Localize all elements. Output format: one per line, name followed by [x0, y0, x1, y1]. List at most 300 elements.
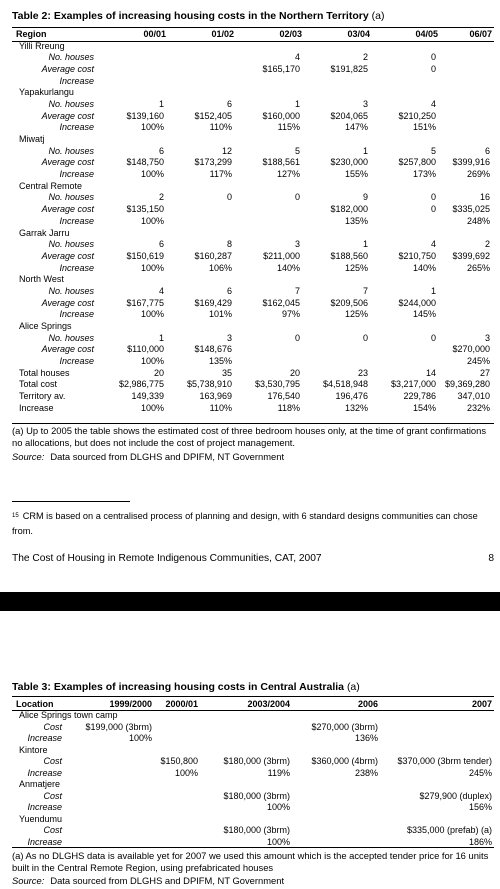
- table2-cell: 100%: [140, 402, 164, 413]
- table2-cell: 0: [430, 63, 436, 74]
- table2-cell: $3,217,000: [390, 379, 436, 390]
- table2-cell: 23: [357, 367, 368, 378]
- table3-column-header: Location: [16, 698, 54, 709]
- table3-bottom-rule: [12, 847, 494, 848]
- table2-cell: [236, 320, 304, 332]
- table2-cell: 229,786: [403, 391, 436, 402]
- table3-cell: [154, 721, 200, 733]
- table2-bottom-rule: [12, 423, 494, 424]
- table3-cell: $150,800: [160, 756, 198, 767]
- table3-cell: [68, 813, 154, 825]
- table2-cell: [372, 320, 440, 332]
- table2-row: [12, 355, 494, 367]
- table2-cell: 0: [362, 332, 368, 343]
- table2-cell: [168, 203, 236, 215]
- table3-cell: [380, 744, 494, 756]
- table3-cell: 245%: [468, 767, 492, 778]
- table2-cell: 125%: [344, 309, 368, 320]
- table2-cell: $2,986,775: [118, 379, 164, 390]
- table2-cell: 149,339: [131, 391, 164, 402]
- table3-cell: $370,000 (3brm tender): [397, 756, 492, 767]
- table3-top-rule: [12, 696, 494, 697]
- table2-cell: $191,825: [330, 63, 368, 74]
- table3-row: [12, 756, 494, 768]
- table2-cell: $110,000: [127, 344, 164, 355]
- table2-cell: [372, 86, 440, 98]
- table2-cell: [100, 273, 168, 285]
- table3-cell: [380, 779, 494, 791]
- table3-cell: [68, 779, 154, 791]
- table2-column-header: Region: [16, 28, 47, 39]
- table2-cell: [372, 227, 440, 239]
- table3-source-text: Data sourced from DLGHS and DPIFM, NT Government: [50, 875, 285, 886]
- table2-cell: 154%: [412, 402, 436, 413]
- table2-cell: [168, 180, 236, 192]
- table2-cell: 14: [425, 367, 436, 378]
- table2-cell: $148,750: [126, 157, 164, 168]
- table2-cell: [304, 180, 372, 192]
- table2-cell: 3: [226, 332, 232, 343]
- table3-row: [12, 813, 494, 825]
- table2-source: [12, 451, 284, 462]
- table2-row: [12, 145, 494, 157]
- table2-group-label: Miwatj: [19, 134, 45, 145]
- table2-row-label: Average cost: [41, 204, 94, 215]
- table3-cell: [380, 721, 494, 733]
- table2-note: (a) Up to 2005 the table shows the estimated cost of three bedroom houses only, at the time of grant confirmations no allocations, but does not include the cost of project management.: [12, 425, 487, 448]
- table2-row-label: Total houses: [19, 367, 70, 378]
- table2-cell: 4: [158, 285, 164, 296]
- table2-cell: $162,045: [262, 297, 300, 308]
- table2-cell: [168, 75, 236, 87]
- table2: [12, 28, 494, 414]
- table3-row-label: Cost: [43, 721, 62, 732]
- table2-cell: [440, 122, 494, 134]
- table2-cell: [372, 75, 440, 87]
- table2-row-label: Average cost: [41, 297, 94, 308]
- table2-cell: 20: [153, 367, 164, 378]
- table2-column-header: 00/01: [143, 28, 166, 39]
- table2-cell: 1: [430, 285, 436, 296]
- table2-cell: $210,750: [398, 250, 436, 261]
- table2-row-label: Territory av.: [19, 391, 66, 402]
- table2-row: [12, 273, 494, 285]
- table2-cell: [168, 320, 236, 332]
- table2-cell: $150,619: [126, 250, 164, 261]
- table3-cell: [292, 825, 380, 837]
- table3-cell: [154, 744, 200, 756]
- table2-cell: [236, 355, 304, 367]
- table2-cell: [304, 227, 372, 239]
- table2-source-label: Source:: [12, 451, 45, 462]
- table3-cell: [154, 802, 200, 814]
- table3-row-label: Increase: [27, 802, 62, 813]
- table2-cell: $182,000: [330, 204, 368, 215]
- table2-cell: 0: [430, 192, 436, 203]
- table2-cell: $3,530,795: [254, 379, 300, 390]
- table3-cell: [200, 710, 292, 722]
- table2-cell: [440, 273, 494, 285]
- table2-row-label: Increase: [59, 356, 94, 367]
- table2-row-label: No. houses: [48, 52, 94, 63]
- table2-cell: [168, 86, 236, 98]
- table2-cell: 245%: [466, 356, 490, 367]
- table3-cell: $360,000 (4brm): [311, 756, 378, 767]
- table2-cell: 1: [158, 332, 164, 343]
- table2-cell: [372, 273, 440, 285]
- table2-cell: $165,170: [262, 63, 300, 74]
- table2-cell: 4: [430, 239, 436, 250]
- table2-row: [12, 122, 494, 134]
- table2-cell: 16: [479, 192, 490, 203]
- table2-cell: [304, 355, 372, 367]
- table2-cell: [440, 110, 494, 122]
- footnote-marker: 15: [12, 513, 19, 519]
- table2-cell: $188,560: [330, 250, 368, 261]
- table2-cell: 173%: [412, 169, 436, 180]
- footnote-text: CRM is based on a centralised process of planning and design, with 6 standard designs communities can chose from.: [12, 511, 478, 536]
- table3-row: [12, 779, 494, 791]
- table2-cell: $399,916: [452, 157, 490, 168]
- table3-row: [12, 733, 494, 745]
- table3-cell: $199,000 (3brm): [85, 721, 152, 732]
- table2-caption: [12, 10, 384, 22]
- table3-cell: 136%: [354, 733, 378, 744]
- table2-cell: [372, 133, 440, 145]
- table2-cell: [100, 63, 168, 75]
- table2-cell: 0: [294, 332, 300, 343]
- table2-group-label: Yilli Rreung: [19, 40, 65, 51]
- table3-row: [12, 790, 494, 802]
- table2-cell: [440, 309, 494, 321]
- table2-row-label: Average cost: [41, 157, 94, 168]
- table2-cell: 100%: [140, 262, 164, 273]
- table2-cell: 27: [479, 367, 490, 378]
- table2-cell: 265%: [466, 262, 490, 273]
- table3-column-header: 2007: [471, 698, 492, 709]
- table2-row-label: Increase: [59, 262, 94, 273]
- table3-cell: [292, 802, 380, 814]
- table3-cell: [68, 744, 154, 756]
- table2-cell: 100%: [140, 309, 164, 320]
- table3-cell: [380, 813, 494, 825]
- footnote-rule: [12, 501, 130, 502]
- table2-cell: 115%: [277, 122, 300, 133]
- table2-cell: $399,692: [452, 250, 490, 261]
- table2-cell: [304, 75, 372, 87]
- table3-row: [12, 744, 494, 756]
- table2-cell: 145%: [412, 309, 436, 320]
- table2-cell: 0: [430, 204, 436, 215]
- table2-row: [12, 332, 494, 344]
- table2-header-rule: [12, 41, 494, 42]
- table3-cell: [68, 802, 154, 814]
- table2-group-label: Garrak Jarru: [19, 227, 70, 238]
- table2-cell: 248%: [466, 215, 490, 226]
- table2-cell: $160,000: [262, 110, 300, 121]
- table2-cell: $210,250: [398, 110, 436, 121]
- table3-cell: [68, 790, 154, 802]
- table3-cell: [154, 733, 200, 745]
- table2-cell: $257,800: [398, 157, 436, 168]
- table2-cell: [304, 133, 372, 145]
- table3-cell: 100%: [128, 733, 152, 744]
- table3-row-label: Cost: [43, 790, 62, 801]
- table3-cell: $180,000 (3brm): [223, 790, 290, 801]
- table3-row-label: Increase: [27, 836, 62, 847]
- table2-cell: [236, 203, 304, 215]
- table2-row-label: No. houses: [48, 332, 94, 343]
- table2-caption-suffix: (a): [371, 10, 385, 22]
- table2-cell: [100, 75, 168, 87]
- table3-cell: [200, 744, 292, 756]
- table2-cell: 6: [226, 285, 232, 296]
- table2-cell: 7: [362, 285, 368, 296]
- table2-row-label: Increase: [59, 169, 94, 180]
- table2-cell: $5,738,910: [186, 379, 232, 390]
- table2-group-label: Yapakurlangu: [19, 87, 74, 98]
- table2-row-label: No. houses: [48, 98, 94, 109]
- table2-cell: 100%: [140, 169, 164, 180]
- table3-cell: [292, 790, 380, 802]
- table2-row: [12, 168, 494, 180]
- table2-row-label: Average cost: [41, 250, 94, 261]
- table3-cell: 100%: [266, 802, 290, 813]
- table2-cell: 2: [158, 192, 164, 203]
- table3-cell: [154, 825, 200, 837]
- table2-row: [12, 110, 494, 122]
- table2-cell: [168, 227, 236, 239]
- table3-row-label: Increase: [27, 733, 62, 744]
- table2-row: [12, 309, 494, 321]
- table2-row: [12, 262, 494, 274]
- table3-cell: 186%: [468, 836, 492, 847]
- table2-cell: [236, 227, 304, 239]
- table3-cell: [292, 744, 380, 756]
- table3-cell: 238%: [354, 767, 378, 778]
- table2-cell: [372, 180, 440, 192]
- table3-cell: [380, 710, 494, 722]
- table2-cell: 20: [289, 367, 300, 378]
- table2-cell: $4,518,948: [322, 379, 368, 390]
- table2-cell: [168, 133, 236, 145]
- table2-row-label: Increase: [59, 75, 94, 86]
- table2-cell: 1: [294, 98, 300, 109]
- table2-row: [12, 75, 494, 87]
- table2-cell: [168, 63, 236, 75]
- table2-cell: 5: [294, 145, 300, 156]
- table2-cell: 140%: [276, 262, 300, 273]
- table2-cell: 6: [158, 145, 164, 156]
- table2-cell: $209,506: [330, 297, 368, 308]
- table2-cell: 269%: [466, 169, 490, 180]
- table2-cell: [372, 215, 440, 227]
- table3-cell: $270,000 (3brm): [311, 721, 378, 732]
- table3-cell: $279,900 (duplex): [419, 790, 492, 801]
- table3-cell: [68, 767, 154, 779]
- table3-row: [12, 802, 494, 814]
- table2-cell: 8: [226, 239, 232, 250]
- table2-row: [12, 320, 494, 332]
- table2-header: [12, 28, 494, 40]
- table3-cell: [154, 790, 200, 802]
- table2-cell: 12: [221, 145, 232, 156]
- table2-cell: 101%: [208, 309, 232, 320]
- table2-cell: $139,160: [126, 110, 164, 121]
- table2-cell: 0: [430, 332, 436, 343]
- table3-header: [12, 698, 494, 710]
- table2-cell: [304, 320, 372, 332]
- table2-cell: $148,676: [194, 344, 232, 355]
- table2-cell: $335,025: [452, 204, 490, 215]
- table3-cell: $180,000 (3brm): [223, 825, 290, 836]
- table2-cell: 110%: [209, 122, 232, 133]
- table3-column-header: 2000/01: [165, 698, 198, 709]
- table2-cell: 135%: [344, 215, 368, 226]
- table2-cell: [440, 98, 494, 110]
- table3-cell: 119%: [267, 767, 290, 778]
- table3-cell: [292, 813, 380, 825]
- table2-cell: 127%: [276, 169, 300, 180]
- table2-column-header: 04/05: [415, 28, 438, 39]
- table2-cell: 0: [226, 192, 232, 203]
- table2-cell: $211,000: [263, 250, 300, 261]
- table2-cell: 3: [484, 332, 490, 343]
- table2-cell: $188,561: [262, 157, 300, 168]
- document-page-bottom: [0, 611, 500, 889]
- table2-cell: [236, 273, 304, 285]
- table3-row-label: Cost: [43, 825, 62, 836]
- table2-row: [12, 285, 494, 297]
- page-footer: [12, 553, 494, 564]
- table2-cell: 155%: [344, 169, 368, 180]
- table2-row-label: Increase: [59, 122, 94, 133]
- table3-cell: [380, 733, 494, 745]
- table2-cell: 100%: [140, 356, 164, 367]
- table3: [12, 698, 494, 848]
- table2-cell: [236, 180, 304, 192]
- table2-cell: [100, 227, 168, 239]
- table2-cell: [440, 75, 494, 87]
- table2-cell: [236, 75, 304, 87]
- table3-column-header: 1999/2000: [109, 698, 152, 709]
- table3-row: [12, 767, 494, 779]
- table2-cell: [100, 180, 168, 192]
- page-gap: [0, 592, 500, 611]
- table2-row: [12, 367, 494, 379]
- table2-row: [12, 297, 494, 309]
- table3-cell: [154, 710, 200, 722]
- table2-group-label: Central Remote: [19, 180, 83, 191]
- table2-cell: $160,287: [194, 250, 232, 261]
- table2-cell: $152,405: [194, 110, 232, 121]
- table2-row: [12, 344, 494, 356]
- table2-row-label: Average cost: [41, 344, 94, 355]
- table2-cell: [372, 344, 440, 356]
- footnote: [12, 509, 482, 539]
- table2-cell: 7: [294, 285, 300, 296]
- table3-source: [12, 875, 284, 886]
- table2-cell: 100%: [140, 122, 164, 133]
- table2-cell: 6: [484, 145, 490, 156]
- table2-cell: 1: [362, 239, 368, 250]
- table3-cell: [200, 721, 292, 733]
- table2-row: [12, 215, 494, 227]
- table3-cell: [68, 836, 154, 848]
- table2-cell: 100%: [140, 215, 164, 226]
- table2-cell: [236, 133, 304, 145]
- table2-cell: $167,775: [126, 297, 164, 308]
- table2-cell: 1: [362, 145, 368, 156]
- table2-column-header: 02/03: [279, 28, 302, 39]
- table2-row-label: Total cost: [19, 379, 58, 390]
- table2-row: [12, 402, 494, 414]
- table2-cell: [440, 285, 494, 297]
- table2-cell: 2: [484, 239, 490, 250]
- table2-cell: $244,000: [398, 297, 436, 308]
- table2-row-label: Increase: [59, 309, 94, 320]
- table2-column-header: 06/07: [469, 28, 492, 39]
- table2-cell: [440, 133, 494, 145]
- table2-cell: 151%: [412, 122, 436, 133]
- table2-cell: $230,000: [330, 157, 368, 168]
- table2-cell: $173,299: [194, 157, 232, 168]
- table2-row: [12, 86, 494, 98]
- table2-cell: 35: [221, 367, 232, 378]
- table2-row: [12, 51, 494, 63]
- table2-body: [12, 40, 494, 414]
- table2-cell: [100, 86, 168, 98]
- table2-column-header: 03/04: [347, 28, 370, 39]
- table2-cell: [304, 86, 372, 98]
- footer-title: The Cost of Housing in Remote Indigenous Communities, CAT, 2007: [12, 553, 322, 564]
- table2-column-header: 01/02: [211, 28, 234, 39]
- table3-note: (a) As no DLGHS data is available yet for 2007 we used this amount which is the accepted tender price for 16 units built in the Central Remote Region, using prefabricated houses: [12, 850, 489, 873]
- table2-cell: 3: [294, 239, 300, 250]
- table3-cell: [292, 710, 380, 722]
- table2-cell: 1: [158, 98, 164, 109]
- table2-row: [12, 98, 494, 110]
- table3-caption-text: Table 3: Examples of increasing housing costs in Central Australia: [12, 681, 345, 693]
- table3-cell: 100%: [266, 836, 290, 847]
- table2-cell: [168, 215, 236, 227]
- table2-cell: 4: [430, 98, 436, 109]
- table2-row: [12, 157, 494, 169]
- table2-group-label: Alice Springs: [19, 321, 72, 332]
- table3-cell: 156%: [468, 802, 492, 813]
- table2-cell: [304, 273, 372, 285]
- table3-cell: [154, 779, 200, 791]
- table3-row-label: Increase: [27, 767, 62, 778]
- table2-cell: [440, 180, 494, 192]
- table3-row: [12, 825, 494, 837]
- table2-source-text: Data sourced from DLGHS and DPIFM, NT Government: [50, 451, 285, 462]
- table2-row-label: Increase: [59, 215, 94, 226]
- table2-cell: [440, 63, 494, 75]
- table2-cell: $135,150: [126, 204, 164, 215]
- table2-row: [12, 379, 494, 391]
- table2-cell: [372, 355, 440, 367]
- table2-cell: [440, 320, 494, 332]
- table3-cell: [200, 733, 292, 745]
- table2-row: [12, 227, 494, 239]
- table2-row: [12, 63, 494, 75]
- table3-cell: [200, 813, 292, 825]
- table2-cell: 5: [430, 145, 436, 156]
- table3-cell: [154, 836, 200, 848]
- table2-row-label: Average cost: [41, 110, 94, 121]
- table3-cell: [200, 779, 292, 791]
